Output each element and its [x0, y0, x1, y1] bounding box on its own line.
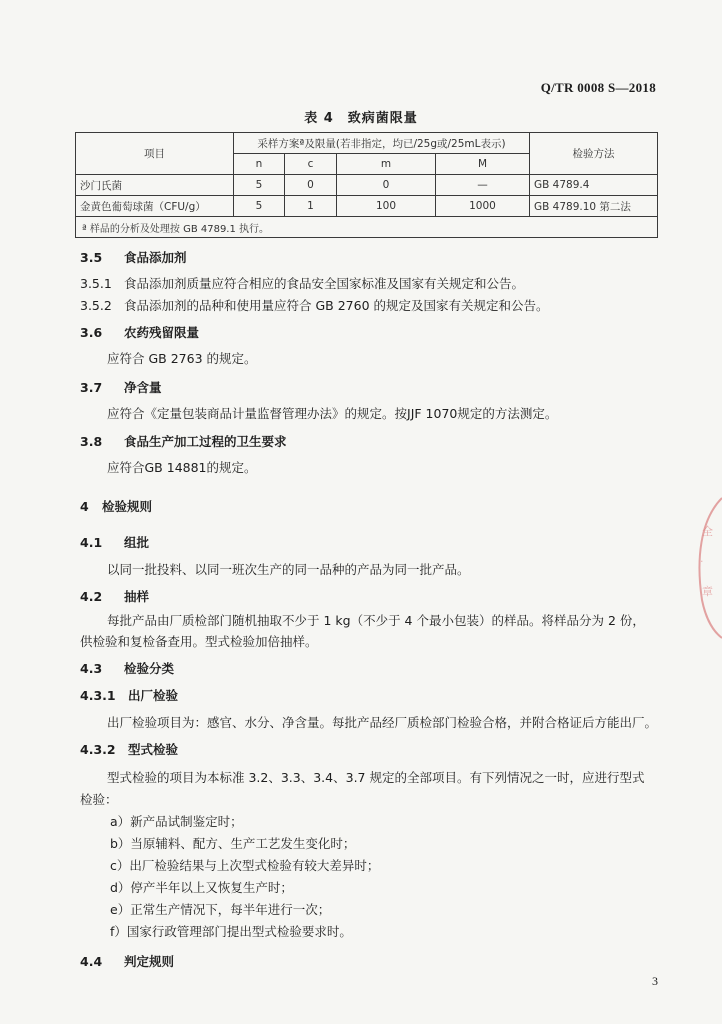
section-title: 出厂检验 [128, 688, 179, 703]
section-3-8-heading [80, 432, 287, 450]
section-title: 型式检验 [128, 742, 179, 757]
section-title: 检验分类 [124, 661, 175, 676]
section-4-3-heading [80, 659, 174, 677]
clause-3-5-2 [80, 296, 549, 314]
section-number: 4.3.2 [80, 742, 116, 757]
section-number: 3.6 [80, 325, 103, 340]
section-4-2-heading [80, 587, 149, 605]
section-number: 3.7 [80, 380, 103, 395]
clause-4-2-text-line2: 供检验和复检备查用。型式检验加倍抽样。 [80, 634, 318, 649]
cell-item: 金黄色葡萄球菌（CFU/g） [76, 196, 234, 217]
section-title: 判定规则 [124, 954, 175, 969]
section-title: 抽样 [124, 589, 150, 604]
list-item: c）出厂检验结果与上次型式检验有较大差异时； [110, 858, 380, 873]
section-title: 农药残留限量 [124, 325, 200, 340]
section-title: 组批 [124, 535, 150, 550]
clause-text: 食品添加剂质量应符合相应的食品安全国家标准及国家有关规定和公告。 [124, 276, 525, 291]
clause-4-3-1-text: 出厂检验项目为：感官、水分、净含量。每批产品经厂质检部门检验合格，并附合格证后方能出厂。 [107, 715, 658, 730]
section-number: 4.1 [80, 535, 103, 550]
section-number: 3.5.2 [80, 298, 112, 313]
svg-text:全: 全 [702, 525, 713, 538]
cell-M: — [436, 175, 530, 196]
cell-m: 0 [337, 175, 436, 196]
section-3-7-heading [80, 378, 162, 396]
cell-n: 5 [234, 196, 285, 217]
section-number: 3.8 [80, 434, 103, 449]
header-c: c [285, 154, 337, 175]
list-item: a）新产品试制鉴定时； [110, 814, 243, 829]
section-title: 食品生产加工过程的卫生要求 [124, 434, 287, 449]
standard-number: Q/TR 0008 S—2018 [540, 80, 656, 95]
header-m: m [337, 154, 436, 175]
page-number: 3 [652, 974, 658, 988]
section-number: 4 [80, 499, 89, 514]
cell-method: GB 4789.4 [530, 175, 658, 196]
section-number: 4.3.1 [80, 688, 116, 703]
cell-method: GB 4789.10 第二法 [530, 196, 658, 217]
section-4-3-1-heading [80, 686, 178, 704]
cell-m: 100 [337, 196, 436, 217]
clause-text: 食品添加剂的品种和使用量应符合 GB 2760 的规定及国家有关规定和公告。 [124, 298, 549, 313]
cell-c: 1 [285, 196, 337, 217]
section-3-6-heading [80, 323, 199, 341]
section-4-3-2-heading [80, 740, 178, 758]
section-4-1-heading [80, 533, 149, 551]
list-item: f）国家行政管理部门提出型式检验要求时。 [110, 924, 352, 939]
section-title: 食品添加剂 [124, 250, 187, 265]
clause-3-5-1 [80, 274, 524, 292]
section-number: 3.5 [80, 250, 103, 265]
section-3-5-heading [80, 248, 187, 266]
clause-3-8-text: 应符合GB 14881的规定。 [107, 460, 257, 475]
clause-4-1-text: 以同一批投料、以同一班次生产的同一品种的产品为同一批产品。 [107, 562, 470, 577]
seal-stamp-icon [692, 490, 722, 640]
cell-n: 5 [234, 175, 285, 196]
table-footnote: ª 样品的分析及处理按 GB 4789.1 执行。 [76, 217, 658, 238]
section-number: 4.4 [80, 954, 103, 969]
clause-4-2-text-line1: 每批产品由厂质检部门随机抽取不少于 1 kg（不少于 4 个最小包装）的样品。将样品分为 2 份， [107, 613, 645, 628]
section-number: 4.3 [80, 661, 103, 676]
section-title: 净含量 [124, 380, 162, 395]
clause-3-7-text: 应符合《定量包装商品计量监督管理办法》的规定。按JJF 1070规定的方法测定。 [107, 406, 558, 421]
header-M: M [436, 154, 530, 175]
svg-text:·: · [700, 555, 704, 568]
pathogen-limits-table [75, 132, 658, 238]
clause-3-6-text: 应符合 GB 2763 的规定。 [107, 351, 257, 366]
table-row [76, 196, 658, 217]
list-item: d）停产半年以上又恢复生产时； [110, 880, 293, 895]
header-n: n [234, 154, 285, 175]
table-title: 表 4 致病菌限量 [304, 111, 418, 126]
section-4-4-heading [80, 952, 174, 970]
section-number: 4.2 [80, 589, 103, 604]
cell-c: 0 [285, 175, 337, 196]
list-item: b）当原辅料、配方、生产工艺发生变化时； [110, 836, 356, 851]
section-title: 检验规则 [102, 499, 153, 514]
header-method: 检验方法 [530, 133, 658, 175]
cell-item: 沙门氏菌 [76, 175, 234, 196]
clause-4-3-2-text-line1: 型式检验的项目为本标准 3.2、3.3、3.4、3.7 规定的全部项目。有下列情况之一时，应进行型式 [107, 770, 645, 785]
section-4-heading [80, 497, 152, 515]
clause-4-3-2-text-line2: 检验： [80, 792, 118, 807]
section-number: 3.5.1 [80, 276, 112, 291]
header-item: 项目 [76, 133, 234, 175]
header-sampling-plan: 采样方案ª及限量(若非指定，均已/25g或/25mL表示) [234, 133, 530, 154]
cell-M: 1000 [436, 196, 530, 217]
svg-text:章: 章 [702, 585, 713, 598]
list-item: e）正常生产情况下，每半年进行一次； [110, 902, 331, 917]
table-row [76, 175, 658, 196]
